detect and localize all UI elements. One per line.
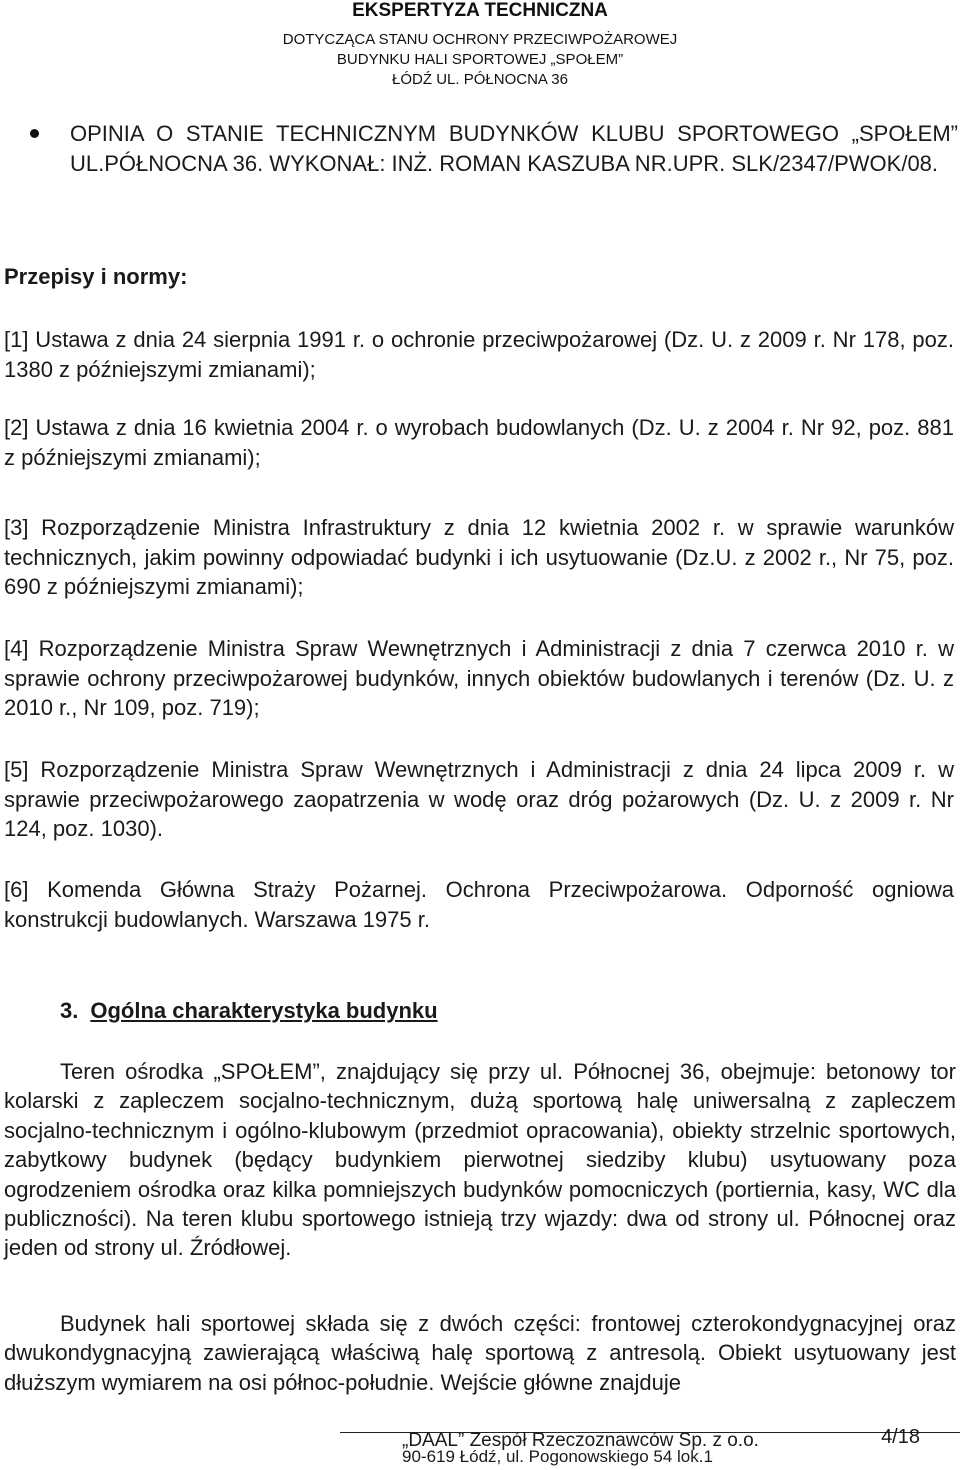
header-subtitle-line2: BUDYNKU HALI SPORTOWEJ „SPOŁEM” (336, 51, 624, 68)
body-paragraph-1 (4, 1057, 956, 1263)
reference-item-2: [2] Ustawa z dnia 16 kwietnia 2004 r. o wyrobach budowlanych (Dz. U. z 2004 r. Nr 92, poz. 881 z późniejszymi zmianami); (4, 415, 954, 470)
reference-item-6: [6] Komenda Główna Straży Pożarnej. Ochrona Przeciwpożarowa. Odporność ogniowa konstrukcji budowlanych. Warszawa 1975 r. (4, 877, 954, 932)
footer-company: „DAAL” Zespół Rzeczoznawców Sp. z o.o. (402, 1430, 759, 1451)
reference-item-1: [1] Ustawa z dnia 24 sierpnia 1991 r. o ochronie przeciwpożarowej (Dz. U. z 2009 r. Nr 178, poz. 1380 z późniejszymi zmianami); (4, 327, 954, 382)
page-number: 4/18 (881, 1426, 920, 1448)
reference-item-5: [5] Rozporządzenie Ministra Spraw Wewnętrznych i Administracji z dnia 24 lipca 2009 r. w sprawie przeciwpożarowego zaopatrzenia w wodę oraz dróg pożarowych (Dz. U. z 2009 r. Nr 124, poz. 1030). (4, 757, 954, 841)
norms-heading: Przepisy i normy: (4, 264, 188, 289)
reference-item-3: [3] Rozporządzenie Ministra Infrastruktury z dnia 12 kwietnia 2002 r. w sprawie warunków technicznych, jakim powinny odpowiadać budynki i ich usytuowanie (Dz.U. z 2002 r., Nr 75, poz. 690 z późniejszymi zmianami); (4, 515, 954, 599)
footer-address: 90-619 Łódź, ul. Pogonowskiego 54 lok.1 (402, 1447, 713, 1466)
footer (402, 1418, 932, 1451)
body-paragraph-2-text: Budynek hali sportowej składa się z dwóch części: frontowej czterokondygnacyjnej oraz dwukondygnacyjną zawierającą właściwą halę sportową z antresolą. Obiekt usytuowany jest dłuższym wymiarem na osi północ-południe. Wejście główne znajduje (4, 1311, 956, 1395)
body-paragraph-1-text: Teren ośrodka „SPOŁEM”, znajdujący się przy ul. Północnej 36, obejmuje: betonowy tor kolarski z zapleczem socjalno-technicznym, dużą sportową halę uniwersalną z zapleczem socjalno-technicznym i ogólno-klubowym (przedmiot opracowania), obiekty strzelnic sportowych, zabytkowy budynek (będący budynkiem pierwotnej siedziby klubu) usytuowany poza ogrodzeniem ośrodka oraz kilka pomniejszych budynków pomocniczych (portiernia, kasy, WC dla publiczności). Na teren klubu sportowego istnieją trzy wjazdy: dwa od strony ul. Północnej oraz jeden od strony ul. Źródłowej. (4, 1059, 956, 1261)
section-heading (60, 996, 438, 1026)
reference-item-4: [4] Rozporządzenie Ministra Spraw Wewnętrznych i Administracji z dnia 7 czerwca 2010 r. w sprawie ochrony przeciwpożarowej budynków, innych obiektów budowlanych i terenów (Dz. U. z 2010 r., Nr 109, poz. 719); (4, 636, 954, 720)
header-title: EKSPERTYZA TECHNICZNA (352, 0, 608, 21)
header-subtitle-line1: DOTYCZĄCA STANU OCHRONY PRZECIWPOŻAROWEJ (282, 31, 678, 48)
section-title: Ogólna charakterystyka budynku (90, 998, 438, 1023)
header-subtitle-line3: ŁÓDŹ UL. PÓŁNOCNA 36 (392, 71, 568, 88)
section-number: 3. (60, 998, 79, 1023)
bullet-icon (30, 129, 39, 138)
document-header (0, 0, 960, 90)
bullet-item-text: OPINIA O STANIE TECHNICZNYM BUDYNKÓW KLUBU SPORTOWEGO „SPOŁEM” UL.PÓŁNOCNA 36. WYKONAŁ: INŻ. ROMAN KASZUBA NR.UPR. SLK/2347/PWOK/08. (70, 121, 958, 176)
body-paragraph-2 (4, 1309, 956, 1397)
